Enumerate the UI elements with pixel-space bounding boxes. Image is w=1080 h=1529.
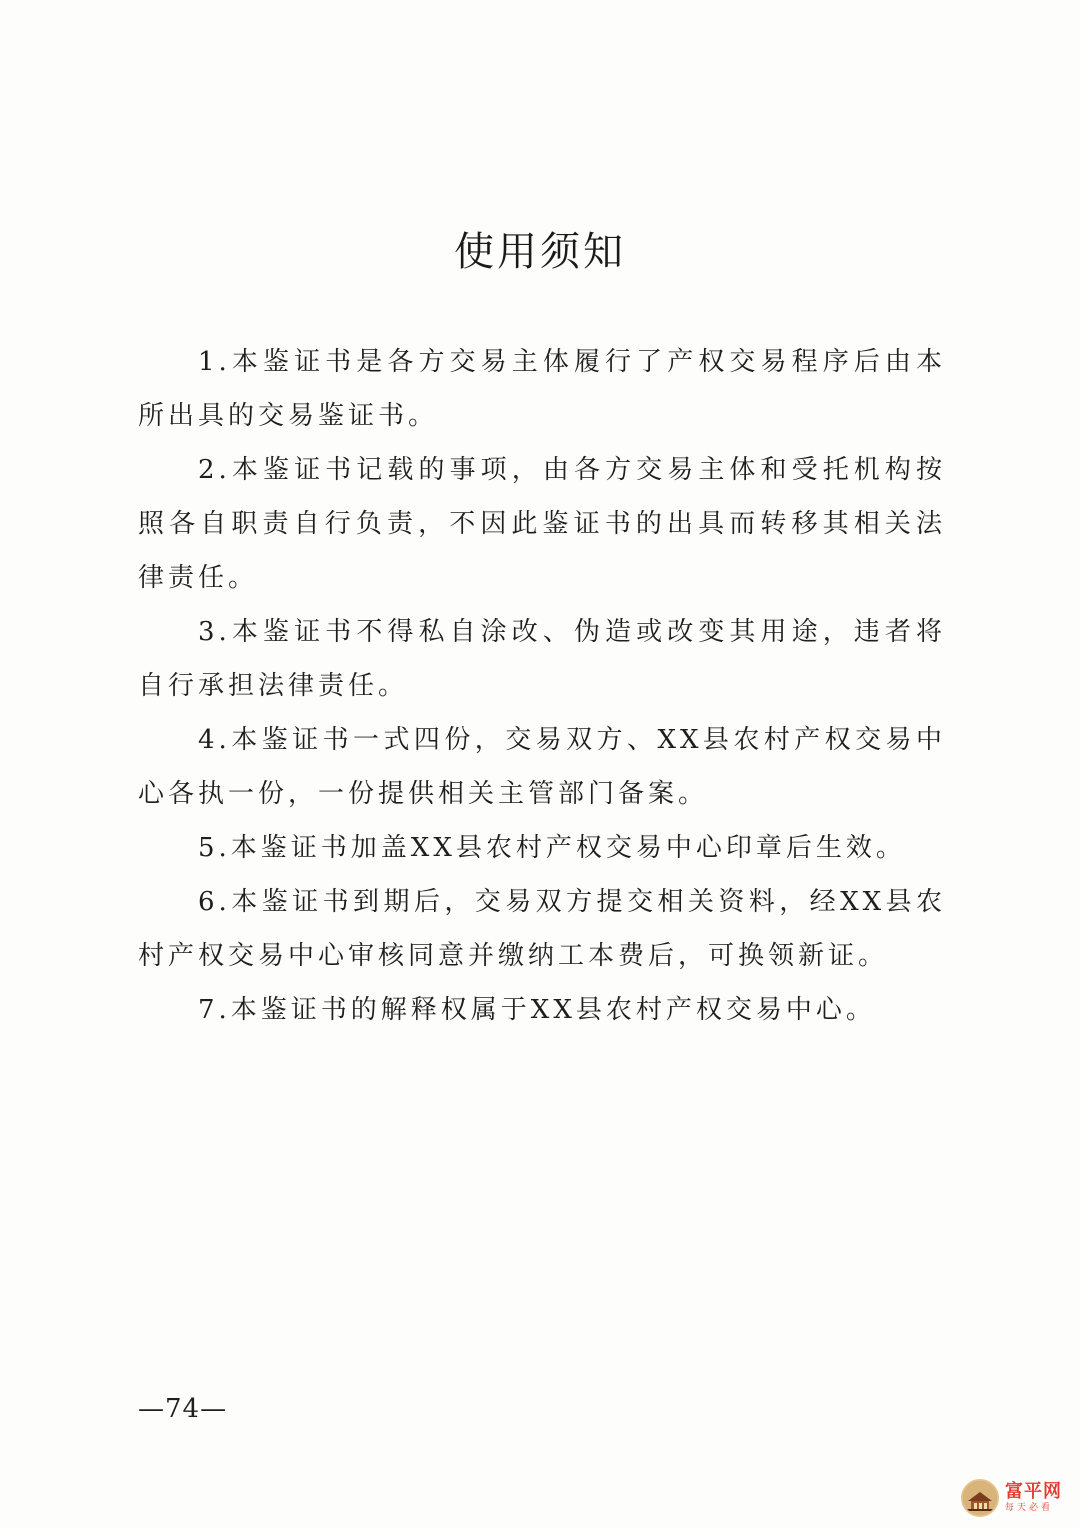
watermark-subtitle: 每天必看 [1005, 1503, 1054, 1513]
notice-list [138, 335, 946, 1037]
page-title: 使用须知 [454, 229, 626, 275]
notice-item-3: 3.本鉴证书不得私自涂改、伪造或改变其用途，违者将自行承担法律责任。 [138, 617, 946, 701]
notice-item-1: 1.本鉴证书是各方交易主体履行了产权交易程序后由本所出具的交易鉴证书。 [138, 347, 946, 431]
building-icon [961, 1479, 999, 1517]
notice-item-7: 7.本鉴证书的解释权属于XX县农村产权交易中心。 [198, 995, 876, 1025]
watermark-text [1005, 1482, 1062, 1514]
watermark-title: 富平网 [1005, 1481, 1062, 1502]
page-number: —74— [138, 1394, 228, 1424]
notice-item-2: 2.本鉴证书记载的事项，由各方交易主体和受托机构按照各自职责自行负责，不因此鉴证书的出具而转移其相关法律责任。 [138, 455, 946, 593]
notice-item-6: 6.本鉴证书到期后，交易双方提交相关资料，经XX县农村产权交易中心审核同意并缴纳工本费后，可换领新证。 [138, 887, 946, 971]
site-watermark [961, 1479, 1062, 1517]
notice-item-5: 5.本鉴证书加盖XX县农村产权交易中心印章后生效。 [198, 833, 906, 863]
notice-item-4: 4.本鉴证书一式四份，交易双方、XX县农村产权交易中心各执一份，一份提供相关主管部门备案。 [138, 725, 946, 809]
